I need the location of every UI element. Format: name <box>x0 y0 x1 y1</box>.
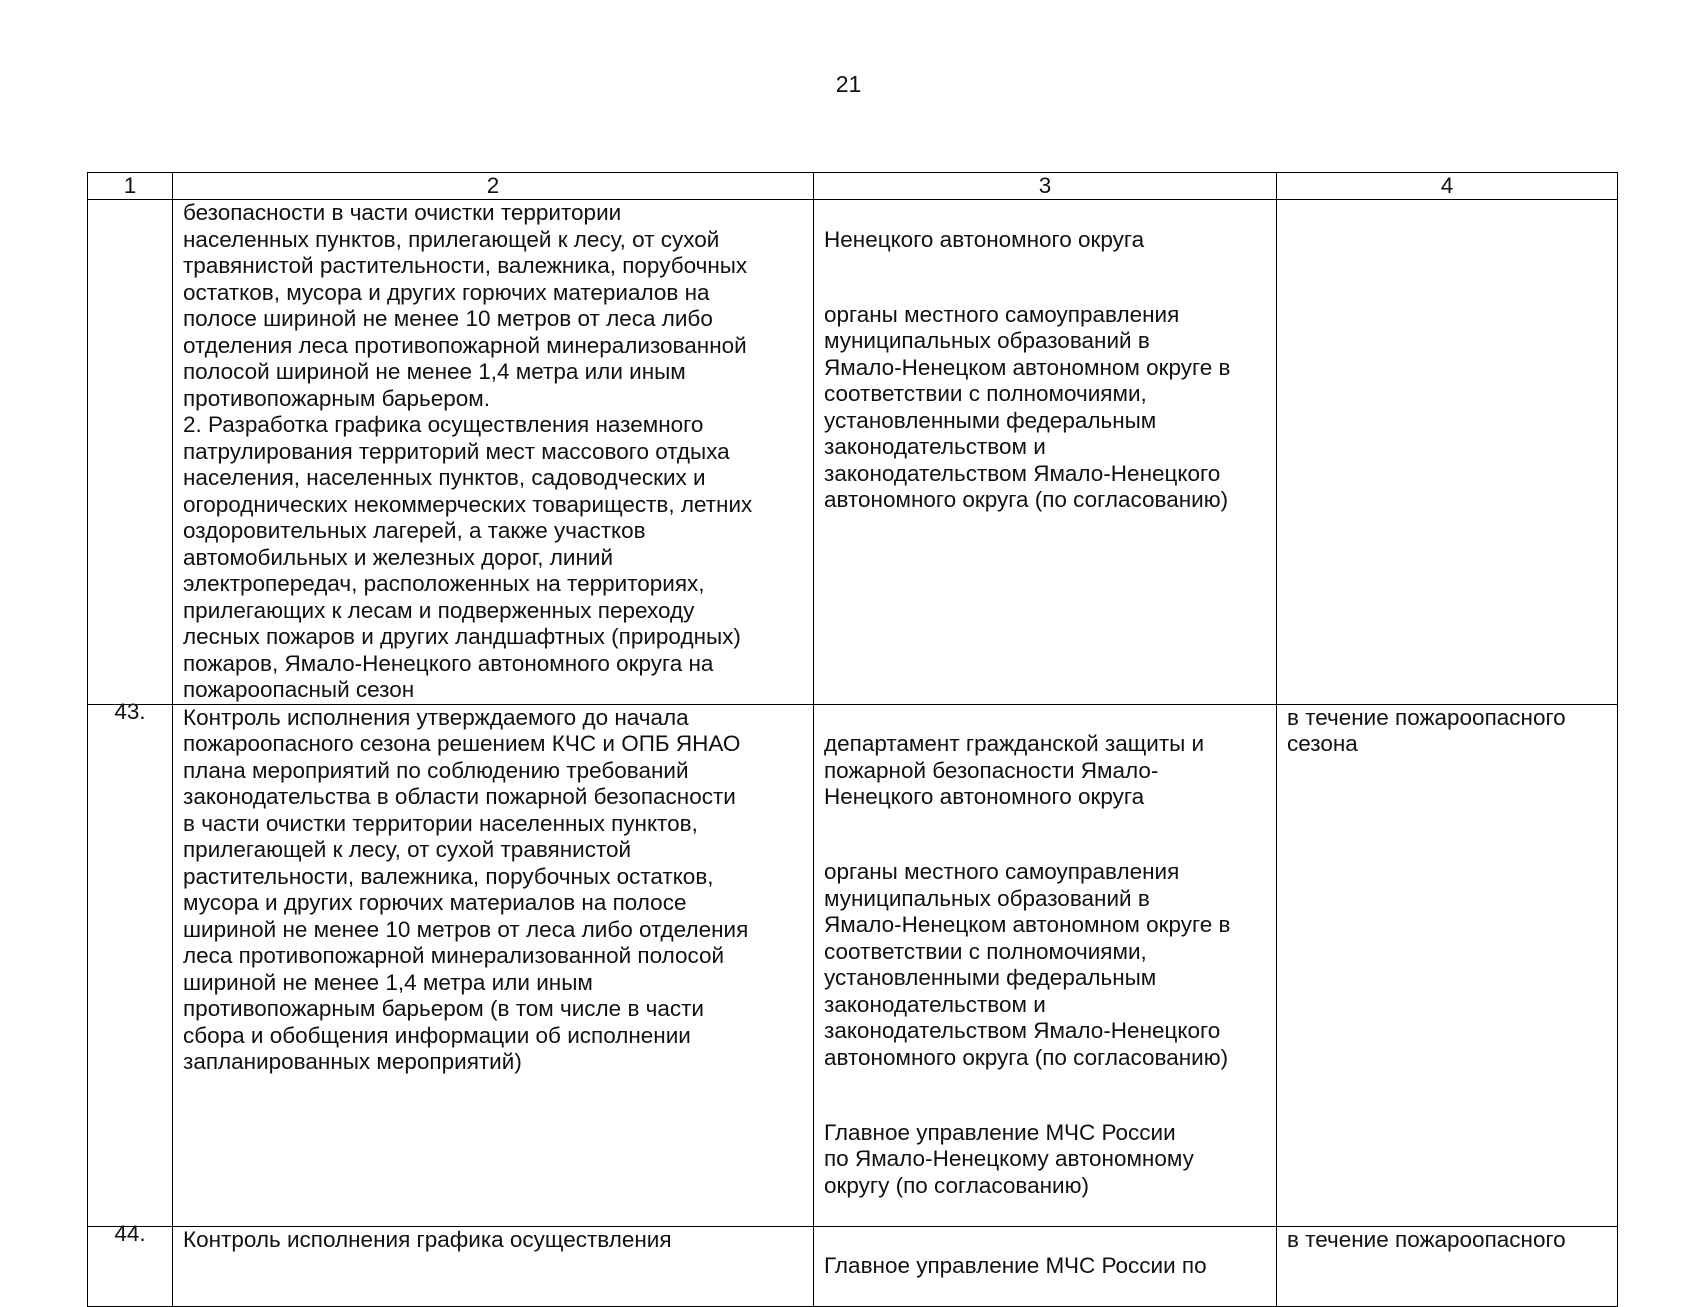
responsible-entry: департамент гражданской защиты и пожарной безопасности Ямало- Ненецкого автономного округа <box>824 731 1205 809</box>
row-number: 44. <box>88 1226 173 1307</box>
measure-cell: Контроль исполнения графика осуществления <box>173 1226 814 1307</box>
responsible-cell <box>814 704 1277 1226</box>
table-row <box>88 704 1618 1226</box>
column-header-4: 4 <box>1277 173 1618 200</box>
deadline-cell <box>1277 200 1618 705</box>
responsible-entry: Главное управление МЧС России по <box>824 1253 1207 1278</box>
measure-cell: безопасности в части очистки территории населенных пунктов, прилегающей к лесу, от сухой травянистой растительности, валежника, порубочных остатков, мусора и других горючих материалов на полосе шириной не менее 10 метров от леса либо отделения леса противопожарной минерализованной полосой шириной не менее 1,4 метра или иным противопожарным барьером. 2. Разработка графика осуществления наземного патрулирования территорий мест массового отдыха населения, населенных пунктов, садоводческих и огороднических некоммерческих товариществ, летних оздоровительных лагерей, а также участков автомобильных и железных дорог, линий электропередач, расположенных на территориях, прилегающих к лесам и подверженных переходу лесных пожаров и других ландшафтных (природных) пожаров, Ямало-Ненецкого автономного округа на пожароопасный сезон <box>173 200 814 705</box>
column-header-2: 2 <box>173 173 814 200</box>
page-number: 21 <box>835 71 862 97</box>
table-row <box>88 200 1618 705</box>
deadline-cell: в течение пожароопасного <box>1277 1226 1618 1307</box>
responsible-cell <box>814 1226 1277 1307</box>
deadline-cell: в течение пожароопасного сезона <box>1277 704 1618 1226</box>
column-header-1: 1 <box>88 173 173 200</box>
responsible-entry: Ненецкого автономного округа <box>824 226 1145 252</box>
responsible-entry: органы местного самоуправления муниципальных образований в Ямало-Ненецком автономном округе в соответствии с полномочиями, установленными федеральным законодательством и законодательством Ямало-Ненецкого автономного округа (по согласованию) <box>824 301 1231 512</box>
row-number: 43. <box>88 704 173 1226</box>
responsible-entry: Главное управление МЧС России по Ямало-Ненецкому автономному округу (по согласованию) <box>824 1119 1194 1198</box>
responsible-entry: органы местного самоуправления муниципальных образований в Ямало-Ненецком автономном округе в соответствии с полномочиями, установленными федеральным законодательством и законодательством Ямало-Ненецкого автономного округа (по согласованию) <box>824 859 1231 1070</box>
row-number <box>88 200 173 705</box>
table-header-row <box>88 173 1618 200</box>
measure-cell: Контроль исполнения утверждаемого до начала пожароопасного сезона решением КЧС и ОПБ ЯНАО плана мероприятий по соблюдению требований законодательства в области пожарной безопасности в части очистки территории населенных пунктов, прилегающей к лесу, от сухой травянистой растительности, валежника, порубочных остатков, мусора и других горючих материалов на полосе шириной не менее 10 метров от леса либо отделения леса противопожарной минерализованной полосой шириной не менее 1,4 метра или иным противопожарным барьером (в том числе в части сбора и обобщения информации об исполнении запланированных мероприятий) <box>173 704 814 1226</box>
responsible-cell <box>814 200 1277 705</box>
measures-table <box>87 172 1618 1307</box>
table-row <box>88 1226 1618 1307</box>
column-header-3: 3 <box>814 173 1277 200</box>
